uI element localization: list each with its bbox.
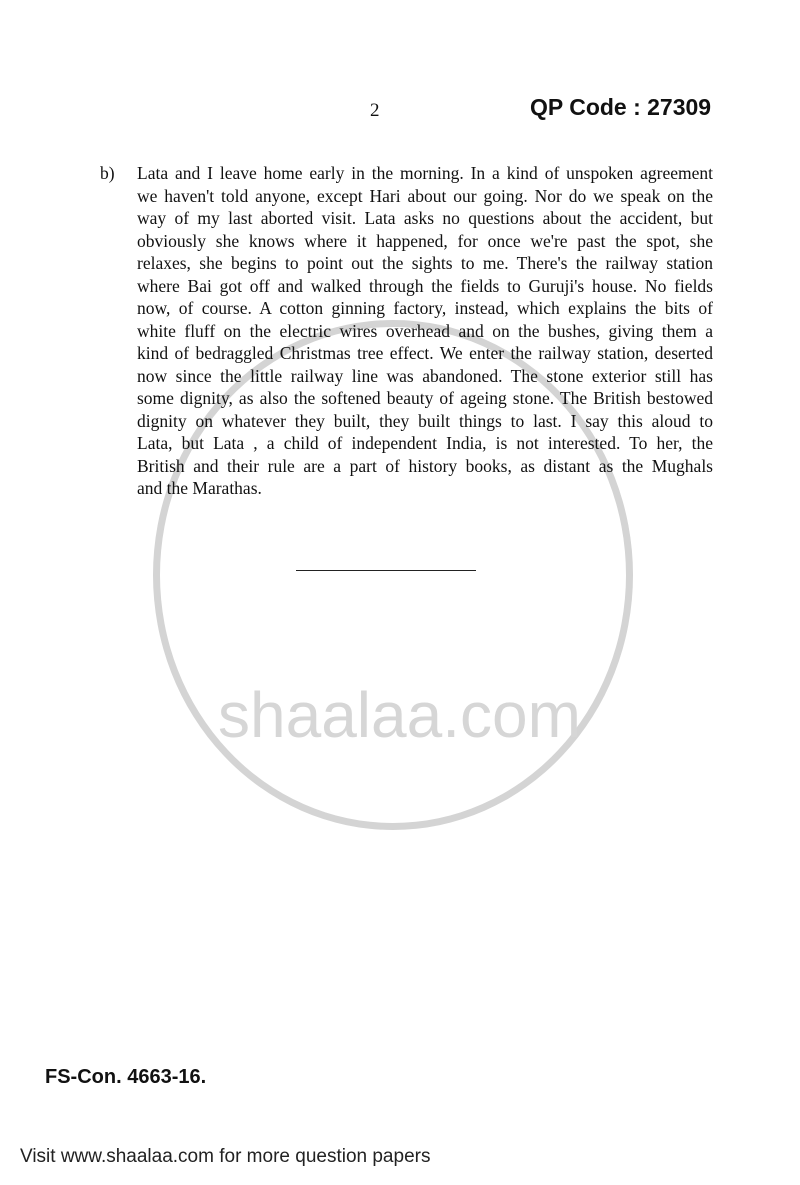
passage-line: now, of course. A cotton ginning factory, instead, which explains the bits of [137,298,713,318]
footer-code: FS-Con. 4663-16. [45,1066,207,1088]
passage-line: kind of bedraggled Christmas tree effect. We enter the railway station, deserted [137,343,713,363]
passage-line: way of my last aborted visit. Lata asks no questions about the accident, but [137,208,713,228]
passage-line: we haven't told anyone, except Hari about our going. Nor do we speak on the [137,185,713,206]
page-number: 2 [370,100,380,121]
passage-line: some dignity, as also the softened beauty of ageing stone. The British bestowed [137,388,713,408]
question-label: b) [100,163,115,183]
end-rule [296,570,476,571]
watermark-text: shaalaa.com [218,679,581,751]
passage-line: now since the little railway line was abandoned. The stone exterior still has [137,365,713,386]
passage-line: Lata and I leave home early in the morning. In a kind of unspoken agreement [137,163,713,183]
passage-line: obviously she knows where it happened, for once we're past the spot, she [137,230,713,251]
passage-line: relaxes, she begins to point out the sights to me. There's the railway station [137,253,713,273]
passage-line: dignity on whatever they built, they built things to last. I say this aloud to [137,410,713,431]
passage-line: British and their rule are a part of history books, as distant as the Mughals [137,455,713,476]
passage-line: where Bai got off and walked through the fields to Guruji's house. No fields [137,275,713,296]
passage-line: and the Marathas. [137,478,262,498]
passage-line: Lata, but Lata , a child of independent India, is not interested. To her, the [137,433,713,453]
qp-code: QP Code : 27309 [530,94,712,120]
passage-line: white fluff on the electric wires overhead and on the bushes, giving them a [137,320,713,341]
visit-link-text[interactable]: Visit www.shaalaa.com for more question papers [20,1146,431,1167]
